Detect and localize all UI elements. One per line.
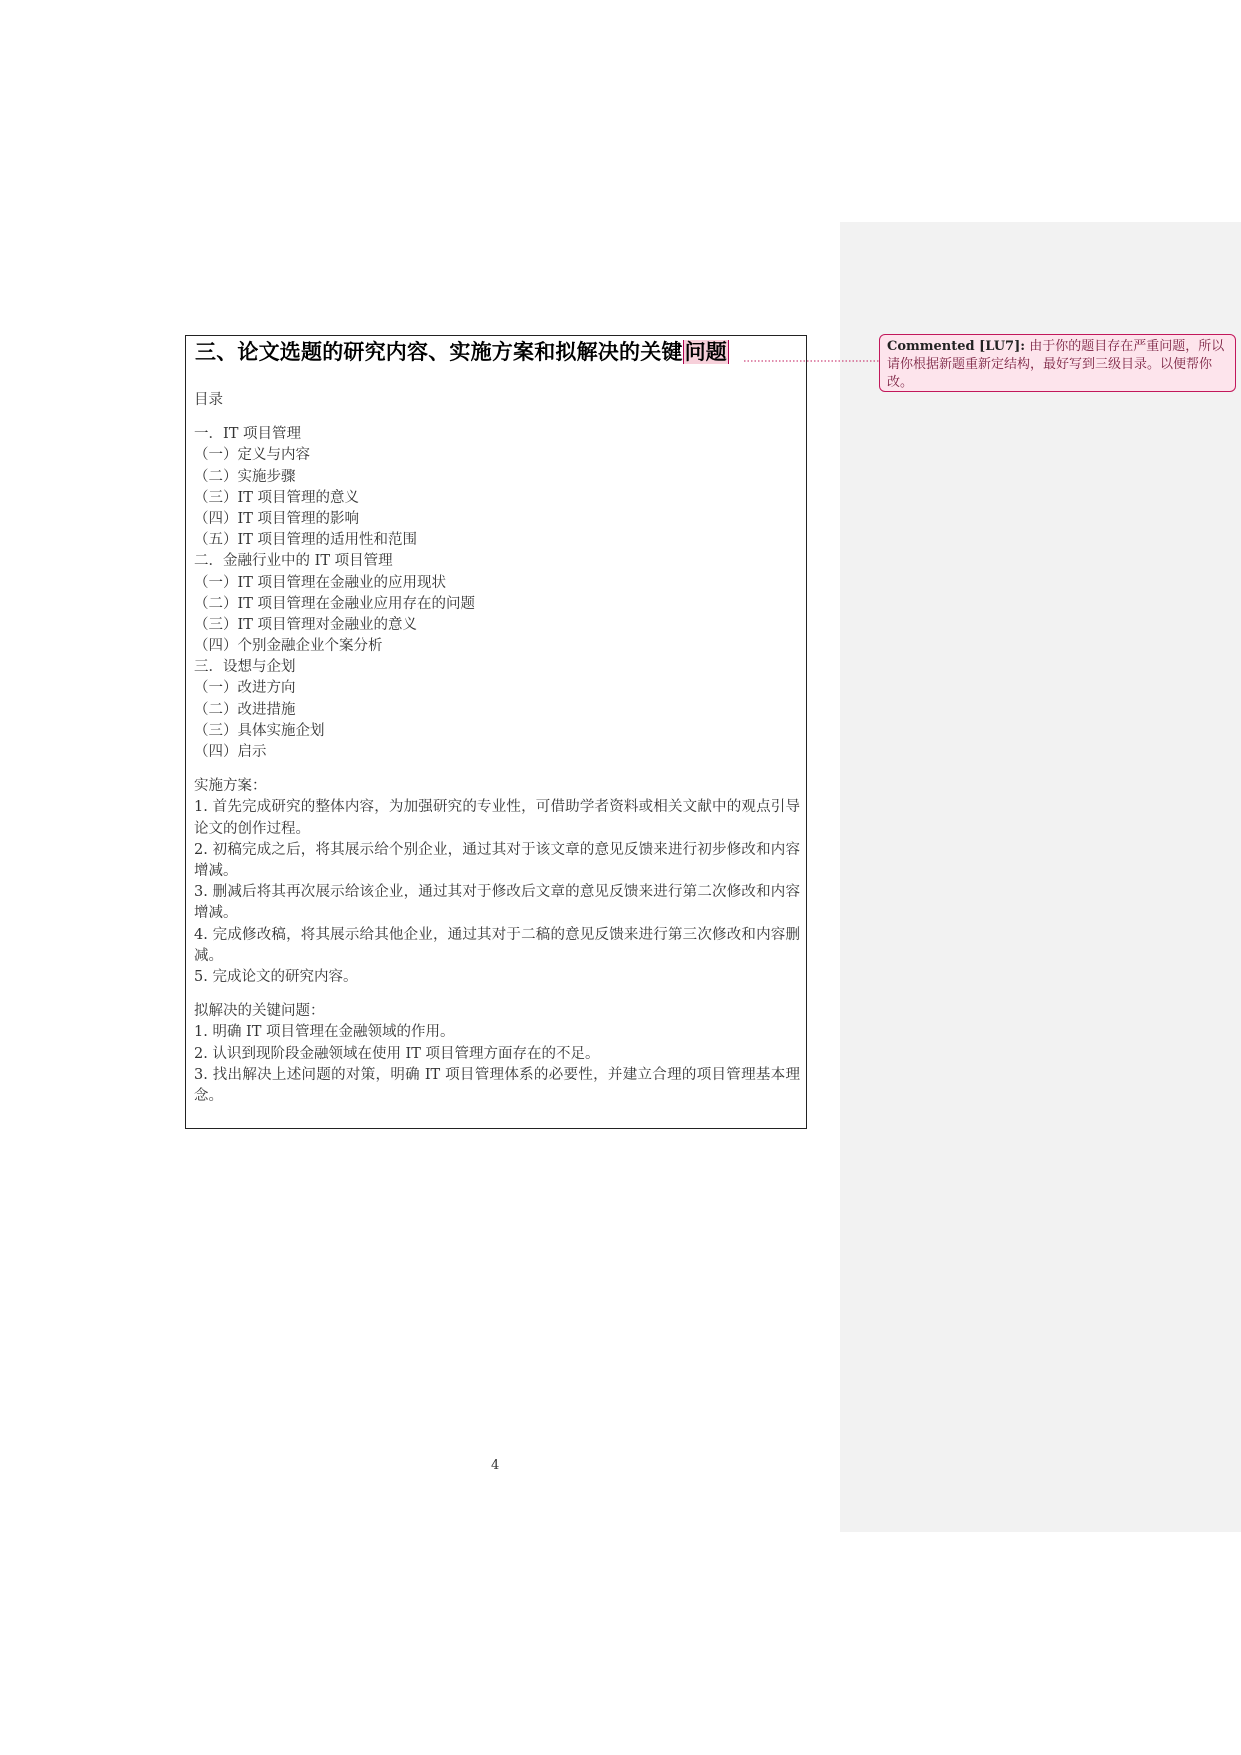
toc-item: 二．金融行业中的 IT 项目管理 bbox=[194, 553, 393, 570]
toc-item: （二）实施步骤 bbox=[194, 468, 296, 485]
heading-text: 三、论文选题的研究内容、实施方案和拟解决的关键 bbox=[195, 340, 683, 364]
plan-list bbox=[194, 797, 800, 988]
toc-item: 三．设想与企划 bbox=[194, 659, 296, 676]
comment-pane bbox=[840, 222, 1241, 1532]
plan-item: 4. 完成修改稿，将其展示给其他企业，通过其对于二稿的意见反馈来进行第三次修改和内容删减。 bbox=[194, 926, 800, 964]
plan-title: 实施方案： bbox=[194, 778, 267, 795]
toc-item: （四）启示 bbox=[194, 744, 267, 760]
toc-item: （四）IT 项目管理的影响 bbox=[194, 510, 360, 527]
toc-item: （一）IT 项目管理在金融业的应用现状 bbox=[194, 574, 447, 591]
commented-text-highlight[interactable]: 问题 bbox=[684, 340, 728, 364]
comment-text: 由于你的题目存在严重问题，所以请你根据新题重新定结构，最好写到三级目录。以便帮你改。 bbox=[887, 339, 1225, 390]
toc-item: （五）IT 项目管理的适用性和范围 bbox=[194, 532, 418, 549]
toc-item: （三）IT 项目管理的意义 bbox=[194, 489, 360, 506]
problems-title: 拟解决的关键问题： bbox=[194, 1003, 325, 1020]
comment-balloon[interactable] bbox=[879, 334, 1236, 392]
plan-item: 2. 初稿完成之后，将其展示给个别企业，通过其对于该文章的意见反馈来进行初步修改和内容增减。 bbox=[194, 841, 800, 879]
toc-item: （一）定义与内容 bbox=[194, 447, 310, 464]
spacer bbox=[194, 988, 800, 1001]
problem-item: 2. 认识到现阶段金融领域在使用 IT 项目管理方面存在的不足。 bbox=[194, 1045, 600, 1062]
toc-item: （二）改进措施 bbox=[194, 701, 296, 718]
problem-item: 3. 找出解决上述问题的对策，明确 IT 项目管理体系的必要性，并建立合理的项目管理基本理念。 bbox=[194, 1066, 800, 1104]
toc-title: 目录 bbox=[194, 392, 223, 408]
section-heading bbox=[195, 338, 795, 366]
plan-item: 5. 完成论文的研究内容。 bbox=[194, 969, 358, 985]
toc-item: （二）IT 项目管理在金融业应用存在的问题 bbox=[194, 595, 476, 612]
spacer bbox=[194, 763, 800, 776]
spacer bbox=[194, 411, 800, 424]
problems-list bbox=[194, 1022, 800, 1107]
toc-item: 一．IT 项目管理 bbox=[194, 426, 302, 443]
toc-item: （三）IT 项目管理对金融业的意义 bbox=[194, 616, 418, 633]
toc-item: （一）改进方向 bbox=[194, 680, 296, 697]
plan-item: 3. 删减后将其再次展示给该企业，通过其对于修改后文章的意见反馈来进行第二次修改和内容增减。 bbox=[194, 884, 800, 922]
toc-list bbox=[194, 424, 800, 763]
problem-item: 1. 明确 IT 项目管理在金融领域的作用。 bbox=[194, 1024, 455, 1041]
content-table-cell bbox=[185, 335, 807, 1129]
toc-item: （四）个别金融企业个案分析 bbox=[194, 638, 383, 655]
cell-body bbox=[194, 390, 800, 1107]
page-number: 4 bbox=[491, 1458, 500, 1473]
plan-item: 1. 首先完成研究的整体内容，为加强研究的专业性，可借助学者资料或相关文献中的观点引导论文的创作过程。 bbox=[194, 799, 800, 837]
toc-item: （三）具体实施企划 bbox=[194, 722, 325, 739]
comment-label: Commented [LU7]: bbox=[887, 339, 1026, 354]
